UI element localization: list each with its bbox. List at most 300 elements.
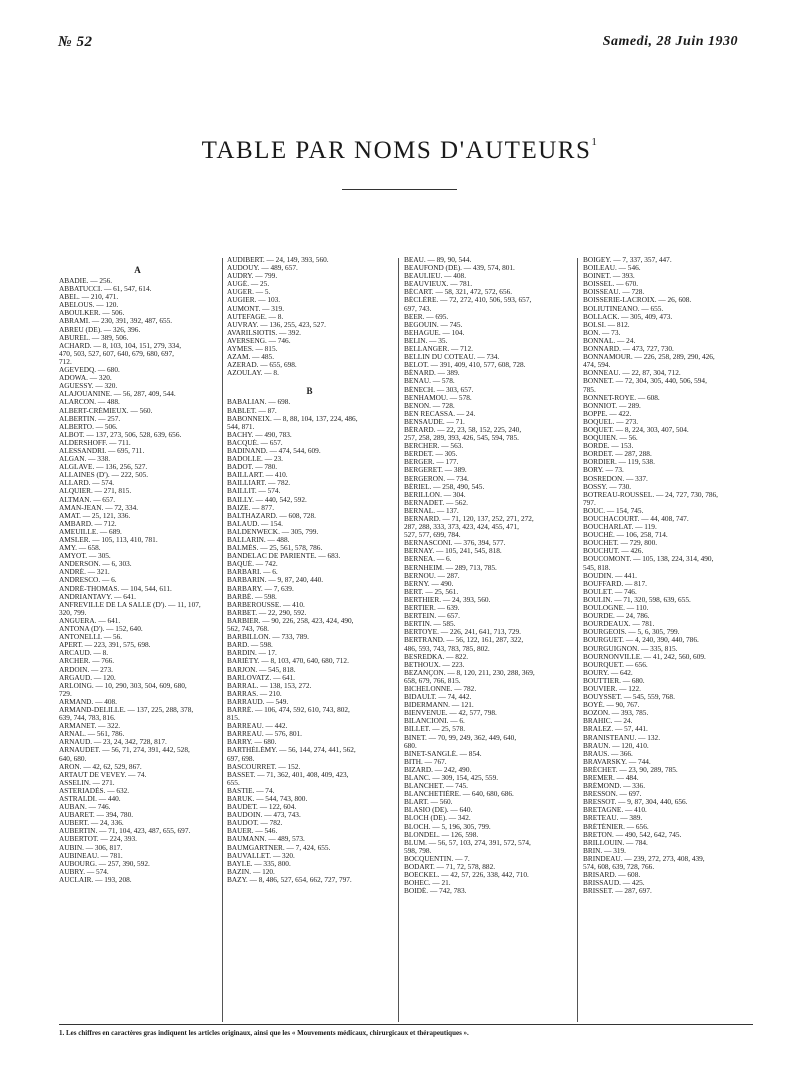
index-entry: 639, 744, 783, 816. — [59, 714, 116, 723]
index-entry: BALAUD. — 154. — [227, 519, 283, 528]
index-entry: 470, 503, 527, 607, 640, 679, 680, 697, — [59, 349, 174, 358]
index-entry: AUBAN. — 746. — [59, 803, 111, 812]
index-entry: BOISSEAU. — 728. — [583, 288, 645, 297]
index-entry: AUCLAIR. — 193, 208. — [59, 875, 132, 884]
index-entry: BONNEAU. — 22, 87, 304, 712. — [583, 369, 681, 378]
index-entry: BOURDE. — 24, 786. — [583, 612, 650, 621]
index-entry: ARNAL. — 561, 786. — [59, 730, 125, 739]
index-entry: BOISSEL. — 670. — [583, 280, 639, 289]
index-entry: AMBARD. — 712. — [59, 519, 117, 528]
index-column-3 — [404, 256, 580, 1024]
index-entry: BENAU. — 578. — [404, 377, 455, 386]
index-entry: BOUCHARLAT. — 119. — [583, 523, 657, 532]
index-entry: ARCAUD. — 8. — [59, 649, 109, 658]
index-entry: AMSLER. — 105, 113, 410, 781. — [59, 536, 158, 544]
index-entry: BRIN. — 319. — [583, 846, 626, 855]
index-entry: BARIÉTY. — 8, 103, 470, 640, 680, 712. — [227, 657, 349, 666]
index-entry: ARMAND. — 408. — [59, 697, 117, 706]
index-entry: BLANCHETIÈRE. — 640, 680, 686. — [404, 790, 514, 799]
index-entry: 574, 608, 639, 728, 766. — [583, 863, 655, 872]
index-entry: AUGIER. — 103. — [227, 296, 281, 305]
index-entry: BEAULIEU. — 408. — [404, 272, 467, 281]
index-entry: BLANCHET. — 745. — [404, 782, 468, 791]
index-entry: BORDET. — 287, 288. — [583, 450, 652, 459]
index-entry: BÉCLÈRE. — 72, 272, 410, 506, 593, 657, — [404, 296, 532, 305]
index-entry: ABEL. — 210, 471. — [59, 293, 119, 302]
index-entry: AVERSENG. — 746. — [227, 336, 291, 345]
index-entry: BALDENWECK. — 305, 799. — [227, 527, 319, 536]
index-entry: BRALEZ. — 57, 441. — [583, 725, 648, 734]
index-entry: BOPPE. — 422. — [583, 409, 632, 418]
index-entry: BLANC. — 309, 154, 425, 559. — [404, 774, 499, 782]
index-entry: BRISSAUD. — 425. — [583, 879, 645, 888]
index-entry: BERNOU. — 287. — [404, 571, 460, 580]
index-entry: BARRAUD. — 549. — [227, 697, 289, 706]
index-entry: BARBARIN. — 9, 87, 240, 440. — [227, 576, 324, 585]
index-entry: ALBOT. — 137, 273, 506, 528, 639, 656. — [59, 430, 182, 439]
index-entry: 287, 288, 333, 373, 423, 424, 455, 471, — [404, 523, 519, 532]
index-entry: ALESSANDRI. — 695, 711. — [59, 446, 145, 455]
index-entry: AMEUILLE. — 689. — [59, 527, 122, 536]
index-entry: BERGERET. — 389. — [404, 466, 467, 475]
index-entry: BEAU. — 89, 90, 544. — [404, 256, 472, 264]
index-entry: BINET-SANGLÉ. — 854. — [404, 749, 482, 758]
index-entry: ARMAND-DELILLE. — 137, 225, 288, 378, — [59, 705, 194, 714]
index-entry: BENHAMOU. — 578. — [404, 393, 472, 402]
index-entry: BRETEAU. — 389. — [583, 814, 643, 823]
index-entry: BOQUIEN. — 56. — [583, 434, 638, 443]
index-entry: AUTEFAGE. — 8. — [227, 312, 284, 321]
index-entry: BRINDEAU. — 239, 272, 273, 408, 439, — [583, 854, 705, 863]
index-entry: ANDRÉ. — 321. — [59, 568, 110, 577]
index-entry: BASCOURRET. — 152. — [227, 762, 301, 771]
index-entry: BEGOUIN. — 745. — [404, 320, 463, 329]
index-entry: AUDIBERT. — 24, 149, 393, 560. — [227, 256, 329, 264]
index-entry: BLASIO (DE). — 640. — [404, 806, 473, 815]
index-entry: 545, 818. — [583, 563, 611, 572]
index-entry: BOQUEL. — 273. — [583, 417, 639, 426]
index-entry: BABLET. — 87. — [227, 406, 277, 415]
section-spacer — [227, 377, 392, 385]
index-entry: ABOULKER. — 506. — [59, 309, 125, 318]
index-entry: 474, 594. — [583, 361, 611, 370]
index-entry: ALBERTIN. — 257. — [59, 414, 121, 423]
index-entry: ALLAINES (D'). — 222, 505. — [59, 471, 149, 480]
index-entry: BLUM. — 56, 57, 103, 274, 391, 572, 574, — [404, 838, 531, 847]
index-entry: BELOT. — 391, 409, 410, 577, 608, 728. — [404, 361, 526, 370]
index-entry: AZAM. — 485. — [227, 353, 275, 362]
index-column-4 — [583, 256, 753, 1024]
index-entry: 697, 743. — [404, 304, 432, 313]
index-entry: BONNIOT. — 289. — [583, 401, 641, 410]
index-entry: 658, 679, 766, 815. — [404, 676, 461, 685]
index-entry: BERGER. — 177. — [404, 458, 459, 467]
index-entry: BARLOVATZ. — 641. — [227, 673, 295, 682]
index-entry: ADOWA. — 320. — [59, 374, 112, 383]
index-entry: BOINET. — 393. — [583, 272, 635, 281]
footnote-mark: 1 — [591, 136, 599, 148]
issue-date: Samedi, 28 Juin 1930 — [602, 34, 738, 49]
index-entry: BOILEAU. — 546. — [583, 264, 641, 273]
section-letter: B — [306, 386, 313, 397]
index-entry: BABONNEIX. — 8, 88, 104, 137, 224, 486, — [227, 414, 358, 423]
index-entry: ABREU (DE). — 326, 396. — [59, 325, 141, 334]
index-entry: BRÉMOND. — 336. — [583, 782, 646, 791]
index-entry: AUDRY. — 799. — [227, 272, 278, 281]
index-entry: BARRAS. — 210. — [227, 689, 282, 698]
index-entry: BARBIER. — 90, 226, 258, 423, 424, 490, — [227, 616, 354, 625]
index-entry: BERNASCONI. — 376, 394, 577. — [404, 539, 506, 548]
index-entry: BOURQUET. — 656. — [583, 660, 648, 669]
index-entry: ANTONA (D'). — 152, 640. — [59, 625, 143, 634]
index-entry: BRAHIC. — 24. — [583, 717, 633, 726]
index-entry: BOURGUIGNON. — 335, 815. — [583, 644, 678, 653]
index-entry: BELLIN DU COTEAU. — 734. — [404, 353, 500, 362]
index-entry: BÉRARD. — 22, 23, 58, 152, 225, 240, — [404, 425, 522, 434]
index-entry: BLOCH. — 5, 196, 305, 799. — [404, 822, 491, 831]
index-entry: 486, 593, 743, 783, 785, 802. — [404, 644, 490, 653]
running-head — [58, 34, 738, 54]
index-entry: 257, 258, 289, 393, 426, 545, 594, 785. — [404, 434, 519, 443]
index-entry: BARBÉ. — 598. — [227, 592, 277, 601]
index-entry: BERNAL. — 137. — [404, 506, 459, 515]
index-entry: BLART. — 560. — [404, 798, 453, 807]
index-entry: 729. — [59, 689, 72, 698]
index-entry: BOZON. — 393, 785. — [583, 709, 649, 718]
index-entry: 562, 743, 768. — [227, 625, 269, 634]
index-entry: BOUFFARD. — 817. — [583, 579, 647, 588]
section-letter: A — [134, 265, 141, 275]
index-entry: BERDET. — 305. — [404, 450, 458, 459]
index-entry: BAZY. — 8, 486, 527, 654, 662, 727, 797. — [227, 875, 352, 884]
index-entry: BERNADET. — 562. — [404, 498, 468, 507]
index-entry: BARDIN. — 17. — [227, 649, 277, 658]
index-entry: AMAT. — 25, 121, 336. — [59, 511, 131, 520]
index-entry: ALDERSHOFF. — 711. — [59, 438, 131, 447]
index-entry: AMY. — 658. — [59, 544, 101, 553]
index-entry: 712. — [59, 357, 72, 366]
index-entry: ABRAMI. — 230, 391, 392, 487, 655. — [59, 317, 173, 326]
index-entry: BERTIER. — 639. — [404, 604, 460, 613]
index-entry: ANTONELLI. — 56. — [59, 633, 123, 642]
index-entry: BOUC. — 154, 745. — [583, 506, 644, 515]
index-entry: BICHELONNE. — 782. — [404, 684, 477, 693]
column-divider — [577, 258, 578, 1022]
index-entry: BERCHER. — 563. — [404, 442, 464, 451]
index-entry: AGUESSY. — 320. — [59, 382, 118, 391]
index-entry: ANDERSON. — 6, 303. — [59, 560, 132, 569]
index-entry: ABELOUS. — 120. — [59, 301, 119, 310]
index-entry: BOLSI. — 812. — [583, 320, 630, 329]
index-entry: ALQUIER. — 271, 815. — [59, 487, 132, 496]
index-entry: BAQUÉ. — 742. — [227, 560, 278, 569]
index-entry: BASTIE. — 74. — [227, 786, 275, 795]
index-entry: BARJON. — 545, 818. — [227, 665, 296, 674]
index-entry: BOURGUET. — 4, 240, 390, 440, 786. — [583, 636, 699, 645]
index-entry: BONNET. — 72, 304, 305, 440, 506, 594, — [583, 377, 707, 386]
index-entry: BADINAND. — 474, 544, 609. — [227, 446, 321, 455]
index-entry: BASSET. — 71, 362, 401, 408, 409, 423, — [227, 770, 349, 779]
index-entry: BARBARI. — 6. — [227, 568, 278, 577]
column-divider — [222, 258, 223, 1022]
index-entry: BALTHAZARD. — 608, 728. — [227, 511, 316, 520]
index-entry: AYMES. — 815. — [227, 345, 278, 354]
index-entry: BELLANGER. — 712. — [404, 345, 473, 354]
index-entry: BERILLON. — 304. — [404, 490, 466, 499]
index-entry: BRÉTÉNIER. — 656. — [583, 822, 649, 831]
index-entry: BAZIN. — 120. — [227, 867, 275, 876]
index-entry: BERTOYE. — 226, 241, 641, 713, 729. — [404, 628, 521, 637]
index-entry: ALAJOUANINE. — 56, 287, 409, 544. — [59, 390, 176, 399]
index-entry: BETHOUX. — 223. — [404, 660, 465, 669]
index-entry: BACQUÉ. — 657. — [227, 438, 283, 447]
index-entry: BOCQUENTIN. — 7. — [404, 854, 470, 863]
index-entry: BAILLART. — 410. — [227, 471, 288, 480]
index-entry: BARRÉ. — 106, 474, 592, 610, 743, 802, — [227, 705, 350, 714]
index-entry: BILANCIONI. — 6. — [404, 717, 465, 726]
index-entry: 815. — [227, 714, 240, 723]
index-entry: BORY. — 73. — [583, 466, 624, 475]
index-entry: BOUVIER. — 122. — [583, 684, 641, 693]
index-entry: BIENVENUE. — 42, 577, 798. — [404, 709, 497, 718]
page-title-text: TABLE PAR NOMS D'AUTEURS — [201, 137, 592, 164]
index-entry: BERT. — 25, 561. — [404, 587, 459, 596]
index-entry: ASSELIN. — 271. — [59, 778, 115, 787]
index-entry: BOIDÉ. — 742, 783. — [404, 887, 467, 896]
index-entry: BERNAY. — 105, 241, 545, 818. — [404, 547, 502, 556]
index-entry: BAYLE. — 335, 800. — [227, 859, 291, 868]
index-entry: BLOCH (DE). — 342. — [404, 814, 471, 823]
index-entry: ABADIE. — 256. — [59, 277, 113, 285]
index-entry: BOUTTIER. — 680. — [583, 676, 645, 685]
index-entry: AUGÉ. — 25. — [227, 280, 270, 289]
index-entry: BRAVARSKY. — 744. — [583, 757, 651, 766]
index-entry: BAUDOIN. — 473, 743. — [227, 811, 301, 820]
index-entry: BONNARD. — 473, 727, 730. — [583, 345, 674, 354]
index-entry: BAUDET. — 122, 604. — [227, 803, 297, 812]
index-entry: ALBERTO. — 506. — [59, 422, 118, 431]
column-divider — [398, 258, 399, 1022]
index-entry: BOURY. — 642. — [583, 668, 633, 677]
index-entry: BEAUFOND (DE). — 439, 574, 801. — [404, 264, 515, 273]
index-entry: BARUK. — 544, 743, 800. — [227, 795, 308, 803]
index-entry: BONNET-ROYE. — 608. — [583, 393, 660, 402]
index-entry: BALLARIN. — 488. — [227, 536, 290, 544]
index-entry: BERTRAND. — 56, 122, 161, 287, 322, — [404, 636, 524, 645]
index-entry: BOSSY. — 730. — [583, 482, 632, 491]
footnote: 1. Les chiffres en caractères gras indiquent les articles originaux, ainsi que les « Mouvements médicaux, chirurgicaux et thérapeutiques ». — [59, 1029, 469, 1037]
index-entry: BALMÈS. — 25, 561, 578, 786. — [227, 544, 323, 553]
index-entry: BOHEC. — 21. — [404, 879, 451, 888]
index-entry: APERT. — 223, 391, 575, 698. — [59, 641, 151, 650]
index-entry: BOQUET. — 8, 224, 303, 407, 504. — [583, 425, 689, 434]
index-entry: BRAUS. — 366. — [583, 749, 633, 758]
index-entry: BEZANÇON. — 8, 120, 211, 230, 288, 369, — [404, 668, 535, 677]
index-entry: AZERAD. — 655, 698. — [227, 361, 297, 370]
index-entry: ABUREL. — 389, 506. — [59, 333, 129, 342]
index-entry: BAUVALLET. — 320. — [227, 851, 295, 860]
index-entry: ASTERIADÈS. — 632. — [59, 786, 130, 795]
index-entry: BRETAGNE. — 410. — [583, 806, 647, 815]
index-entry: BIDERMANN. — 121. — [404, 701, 474, 710]
index-entry: BIZARD. — 242, 490. — [404, 765, 472, 774]
index-entry: BORDE. — 153. — [583, 442, 634, 451]
index-entry: BRÉCHET. — 23, 90, 289, 785. — [583, 765, 678, 774]
index-entry: BÉNARD. — 389. — [404, 369, 460, 378]
index-entry: ASTRALDI. — 440. — [59, 795, 121, 803]
index-entry: ARON. — 42, 62, 529, 867. — [59, 762, 142, 771]
index-entry: BRANISTEANU. — 132. — [583, 733, 661, 742]
index-entry: AUDOUY. — 489, 657. — [227, 264, 298, 273]
index-entry: BOURDEAUX. — 781. — [583, 620, 655, 629]
index-entry: ANDRÉ-THOMAS. — 104, 544, 611. — [59, 584, 172, 593]
index-entry: BOURGEOIS. — 5, 6, 305, 799. — [583, 628, 680, 637]
index-entry: BOULET. — 746. — [583, 587, 637, 596]
index-entry: BERNARD. — 71, 120, 137, 252, 271, 272, — [404, 515, 534, 523]
index-entry: AMAN-JEAN. — 72, 334. — [59, 503, 139, 512]
index-entry: AUBERTIN. — 71, 104, 423, 487, 655, 697. — [59, 827, 191, 836]
index-entry: BABALIAN. — 698. — [227, 398, 291, 407]
section-spacer — [59, 256, 216, 264]
index-entry: BILLET. — 25, 578. — [404, 725, 466, 734]
index-entry: BARRAL. — 138, 153, 272. — [227, 681, 312, 690]
index-entry: BOUDIN. — 441. — [583, 571, 637, 580]
index-entry: BREMER. — 484. — [583, 774, 639, 782]
index-entry: BOECKEL. — 42, 57, 226, 338, 442, 710. — [404, 871, 529, 880]
index-entry: BOUCHUT. — 426. — [583, 547, 644, 556]
index-entry: AUGER. — 5. — [227, 288, 271, 297]
index-entry: BINET. — 70, 99, 249, 362, 449, 640, — [404, 733, 517, 742]
index-entry: BOTREAU-ROUSSEL. — 24, 727, 730, 786, — [583, 490, 718, 499]
index-entry: BARBEROUSSE. — 410. — [227, 600, 305, 609]
index-entry: BENON. — 728. — [404, 401, 455, 410]
index-entry: ALARCON. — 488. — [59, 398, 120, 407]
index-entry: BERTEIN. — 657. — [404, 612, 460, 621]
index-entry: BRAUN. — 120, 410. — [583, 741, 649, 750]
index-entry: ANDRIANTAVY. — 641. — [59, 592, 136, 601]
index-entry: BEAUVIEUX. — 781. — [404, 280, 473, 289]
index-entry: 598, 798. — [404, 846, 432, 855]
index-entry: BAILLY. — 440, 542, 592. — [227, 495, 307, 504]
index-entry: BRESSON. — 697. — [583, 790, 642, 799]
index-entry: BRILLOUIN. — 784. — [583, 838, 648, 847]
index-entry: ACHARD. — 8, 103, 104, 151, 279, 334, — [59, 341, 182, 350]
index-entry: ARLOING. — 10, 290, 303, 504, 609, 680, — [59, 681, 187, 690]
index-entry: ANFREVILLE DE LA SALLE (D'). — 11, 107, — [59, 600, 201, 609]
index-entry: BOLLACK. — 305, 409, 473. — [583, 312, 673, 321]
index-entry: BARRY. — 680. — [227, 738, 277, 747]
index-entry: BÉNECH. — 303, 657. — [404, 385, 474, 394]
index-column-1 — [59, 256, 216, 1024]
index-entry: BARBILLON. — 733, 789. — [227, 633, 309, 642]
index-column-2 — [227, 256, 392, 1024]
index-entry: 640, 680. — [59, 754, 87, 763]
index-entry: BOISSERIE-LACROIX. — 26, 608. — [583, 296, 692, 305]
index-entry: AUBRY. — 574. — [59, 867, 109, 876]
footnote-rule — [59, 1024, 753, 1025]
index-entry: BAUDOT. — 782. — [227, 819, 283, 828]
index-entry: BOUYSSET. — 545, 559, 768. — [583, 693, 675, 702]
index-entry: BESREDKA. — 822. — [404, 652, 469, 661]
page-number: № 52 — [58, 34, 93, 50]
index-entry: ALGAN. — 338. — [59, 455, 111, 464]
index-entry: AVARILSIOTIS. — 392. — [227, 328, 301, 337]
index-entry: BOURNONVILLE. — 41, 242, 560, 609. — [583, 652, 706, 661]
index-entry: BRETON. — 490, 542, 642, 745. — [583, 830, 682, 839]
index-entry: AUBINEAU. — 781. — [59, 851, 123, 860]
index-entry: ARNAUDET. — 56, 71, 274, 391, 442, 528, — [59, 746, 190, 755]
index-entry: BON. — 73. — [583, 328, 621, 337]
index-entry: BÉRIEL. — 258, 490, 545. — [404, 482, 485, 491]
index-entry: BAUMGARTNER. — 7, 424, 655. — [227, 843, 331, 852]
index-entry: BLONDEL. — 126, 598. — [404, 830, 479, 839]
index-entry: BERTHIER. — 24, 393, 560. — [404, 595, 491, 604]
index-entry: 527, 577, 699, 784. — [404, 531, 461, 540]
index-entry: AGEVEDQ. — 680. — [59, 366, 120, 375]
index-entry: BADOT. — 780. — [227, 463, 278, 472]
index-entry: ABBATUCCI. — 61, 547, 614. — [59, 285, 152, 294]
index-entry: BODART. — 71, 72, 578, 882. — [404, 863, 496, 872]
index-entry: BOUCHACOURT. — 44, 408, 747. — [583, 515, 689, 523]
index-entry: 697, 698. — [227, 754, 255, 763]
index-entry: BADOLLE. — 23. — [227, 455, 283, 464]
index-entry: BARREAU. — 576, 801. — [227, 730, 302, 739]
index-entry: 655. — [227, 778, 240, 787]
index-entry: BARD. — 598. — [227, 641, 273, 650]
index-entry: BERTIN. — 585. — [404, 620, 456, 629]
title-rule — [342, 189, 457, 190]
index-entry: AZOULAY. — 8. — [227, 369, 279, 378]
index-entry: AUBOURG. — 257, 390, 592. — [59, 859, 150, 868]
index-entry: 544, 871. — [227, 422, 255, 431]
index-entry: BERNEA. — 6. — [404, 555, 452, 564]
index-entry: AUBERTOT. — 224, 393. — [59, 835, 137, 844]
index-entry: BOULIN. — 71, 320, 598, 639, 655. — [583, 595, 691, 604]
index-entry: BENSAUDE. — 71. — [404, 417, 465, 426]
index-entry: BOULOGNE. — 110. — [583, 604, 649, 613]
index-entry: BOUCOMONT. — 105, 138, 224, 314, 490, — [583, 555, 714, 564]
index-entry: AMYOT. — 305. — [59, 552, 111, 561]
index-entry: BEHAGUE. — 104. — [404, 328, 465, 337]
index-entry: BAIZE. — 877. — [227, 503, 275, 512]
index-entry: BAILLIT. — 574. — [227, 487, 281, 496]
index-entry: AUBIN. — 306, 817. — [59, 843, 123, 852]
index-entry: ANGUERA. — 641. — [59, 616, 121, 625]
index-entry: BAILLIART. — 782. — [227, 479, 291, 488]
index-entry: ALLARD. — 574. — [59, 479, 115, 488]
index-entry: BAUER. — 546. — [227, 827, 278, 836]
index-entry: BARBARY. — 7, 639. — [227, 584, 294, 593]
index-entry: ARTAUT DE VEVEY. — 74. — [59, 770, 147, 779]
index-entry: BELIN. — 35. — [404, 336, 448, 345]
index-entry: BORDIER. — 119, 538. — [583, 458, 655, 467]
index-entry: ARNAUD. — 23, 24, 342, 728, 817. — [59, 738, 167, 747]
index-entry: AUVRAY. — 136, 255, 423, 527. — [227, 320, 326, 329]
index-entry: AUMONT. — 319. — [227, 304, 285, 313]
index-entry: ALTMAN. — 657. — [59, 495, 116, 504]
index-entry: ALBERT-CRÉMIEUX. — 560. — [59, 406, 153, 415]
index-entry: 785. — [583, 385, 596, 394]
index-entry: BARREAU. — 442. — [227, 722, 288, 731]
index-entry: BRISARD. — 608. — [583, 871, 641, 880]
index-entry: BITH. — 767. — [404, 757, 447, 766]
index-entry: BANDELAC DE PARIENTE. — 683. — [227, 552, 341, 561]
index-entry: BOLIUTINEANO. — 655. — [583, 304, 664, 313]
page-title — [0, 136, 800, 165]
index-entry: BOIGEY. — 7, 337, 357, 447. — [583, 256, 672, 264]
index-entry: BRESSOT. — 9, 87, 304, 440, 656. — [583, 798, 688, 807]
index-entry: BIDAULT. — 74, 442. — [404, 693, 472, 702]
